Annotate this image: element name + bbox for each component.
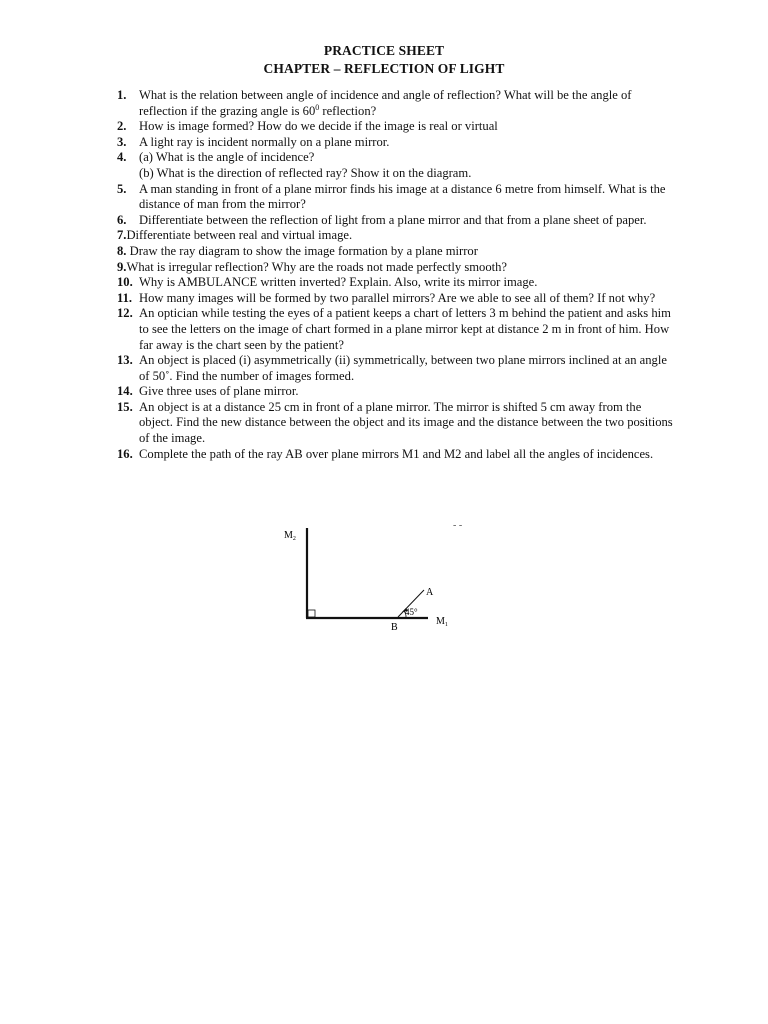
question-8 xyxy=(117,244,677,260)
question-number: 3. xyxy=(117,134,127,149)
question-7 xyxy=(117,228,677,244)
question-6 xyxy=(117,213,677,229)
question-number: 5. xyxy=(117,181,127,196)
question-number: 4. xyxy=(117,150,127,165)
label-m1: $M_1$ xyxy=(436,616,448,628)
question-number: 15. xyxy=(117,399,133,414)
question-number: 7. xyxy=(117,228,127,243)
question-number: 8. xyxy=(117,243,127,258)
question-number: 9. xyxy=(117,259,127,274)
question-text: How many images will be formed by two parallel mirrors? Are we able to see all of them? If not why? xyxy=(139,290,656,305)
label-angle: 45° xyxy=(405,607,418,617)
question-text: An object is at a distance 25 cm in front of a plane mirror. The mirror is shifted 5 cm away from the object. Find the new distance between the object and its image and the distance between the two positions of the image. xyxy=(139,399,673,446)
mirror-diagram xyxy=(270,520,470,640)
question-number: 16. xyxy=(117,446,133,461)
label-b: B xyxy=(391,622,398,633)
question-text: An object is placed (i) asymmetrically (ii) symmetrically, between two plane mirrors inclined at an angle of 50˚. Find the number of images formed. xyxy=(139,353,667,383)
question-number: 6. xyxy=(117,212,127,227)
question-text: What is the relation between angle of incidence and angle of reflection? What will be the xyxy=(139,88,588,102)
question-subpart: (b) What is the direction of reflected ray? Show it on the diagram. xyxy=(139,165,472,180)
question-4 xyxy=(117,150,677,181)
page-title: PRACTICE SHEET xyxy=(323,43,445,58)
superscript: 0 xyxy=(315,102,320,112)
question-text: angle of reflection if the grazing angle is 60 xyxy=(139,88,632,118)
question-text: Draw the ray diagram to show the image formation by a plane mirror xyxy=(126,243,478,258)
question-text: How is image formed? How do we decide if the image is real or virtual xyxy=(139,119,498,134)
question-2 xyxy=(117,119,677,135)
question-text: Why is AMBULANCE written inverted? Explain. Also, write its mirror image. xyxy=(139,275,538,290)
question-14 xyxy=(117,384,677,400)
question-1 xyxy=(117,88,677,119)
question-9 xyxy=(117,260,677,276)
question-number: 10. xyxy=(117,275,133,290)
question-10 xyxy=(117,275,677,291)
question-text: Complete the path of the ray AB over plane mirrors M1 and M2 and label all the angles of incidences. xyxy=(139,446,654,461)
question-number: 14. xyxy=(117,384,133,399)
question-text: Differentiate between real and virtual image. xyxy=(126,228,353,243)
question-text: (a) What is the angle of incidence? xyxy=(139,150,315,165)
question-text: An optician while testing the eyes of a patient keeps a chart of letters 3 m behind the patient and asks him to see the letters on the image of chart formed in a plane mirror kept at distance 2 m in front of him. How far away is the chart seen by the patient? xyxy=(139,306,671,352)
question-text: A man standing in front of a plane mirror finds his image at a distance 6 metre from himself. What is the distance of man from the mirror? xyxy=(139,181,666,212)
question-number: 2. xyxy=(117,119,127,134)
question-13 xyxy=(117,353,677,384)
label-m2: $M_2$ xyxy=(284,530,296,542)
question-number: 13. xyxy=(117,353,133,368)
right-angle-marker xyxy=(308,610,315,617)
question-15 xyxy=(117,400,677,447)
question-text: A light ray is incident normally on a plane mirror. xyxy=(139,134,390,149)
question-text: Give three uses of plane mirror. xyxy=(139,384,299,399)
question-text: reflection? xyxy=(319,103,377,118)
question-number: 11. xyxy=(117,290,133,305)
question-16 xyxy=(117,447,677,463)
question-number: 12. xyxy=(117,306,133,321)
question-5 xyxy=(117,182,677,213)
question-text: Differentiate between the reflection of light from a plane mirror and that from a plane sheet of paper. xyxy=(139,212,647,227)
question-11 xyxy=(117,291,677,307)
label-a: A xyxy=(426,587,434,598)
question-list xyxy=(117,88,677,462)
question-text: What is irregular reflection? Why are the roads not made perfectly smooth? xyxy=(126,259,508,274)
chapter-title: CHAPTER – REFLECTION OF LIGHT xyxy=(263,61,505,76)
question-12 xyxy=(117,306,677,353)
question-3 xyxy=(117,135,677,151)
question-number: 1. xyxy=(117,88,127,102)
stray-mark: - - xyxy=(453,520,463,531)
